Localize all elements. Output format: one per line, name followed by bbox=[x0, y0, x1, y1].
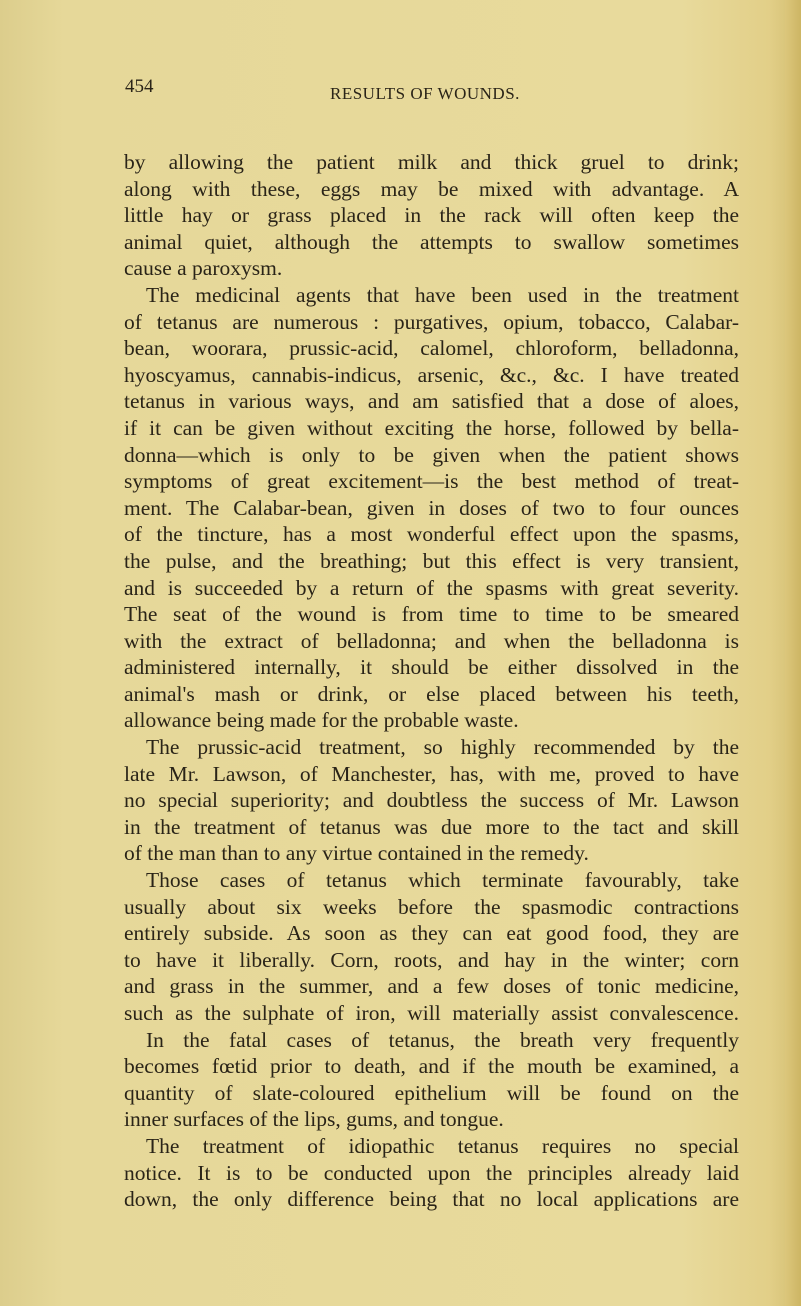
text-line: administered internally, it should be either dissolved in the bbox=[124, 655, 739, 680]
running-title: RESULTS OF WOUNDS. bbox=[330, 84, 520, 103]
text-line: of tetanus are numerous : purgatives, opium, tobacco, Calabar- bbox=[124, 309, 739, 334]
text-line: hyoscyamus, cannabis-indicus, arsenic, &c., &c. I have treated bbox=[124, 362, 739, 387]
text-line: by allowing the patient milk and thick gruel to drink; bbox=[124, 150, 739, 174]
text-line: bean, woorara, prussic-acid, calomel, chloroform, belladonna, bbox=[124, 336, 739, 361]
text-line: no special superiority; and doubtless the success of Mr. Lawson bbox=[124, 788, 739, 813]
text-line: in the treatment of tetanus was due more to the tact and skill bbox=[124, 814, 739, 839]
text-line: cause a paroxysm. bbox=[124, 256, 283, 281]
text-line: usually about six weeks before the spasmodic contractions bbox=[124, 894, 739, 919]
text-line: such as the sulphate of iron, will materially assist convalescence. bbox=[124, 1001, 739, 1025]
text-line: symptoms of great excitement—is the best method of treat- bbox=[124, 469, 739, 494]
text-line: if it can be given without exciting the horse, followed by bella- bbox=[124, 415, 739, 440]
text-line: becomes fœtid prior to death, and if the mouth be examined, a bbox=[124, 1054, 739, 1079]
text-line: animal quiet, although the attempts to swallow sometimes bbox=[124, 229, 739, 254]
text-line: The prussic-acid treatment, so highly recommended by the bbox=[146, 735, 739, 760]
text-line: The medicinal agents that have been used in the treatment bbox=[146, 282, 739, 307]
text-line: down, the only difference being that no local applications are bbox=[124, 1187, 739, 1212]
text-line: little hay or grass placed in the rack will often keep the bbox=[124, 203, 739, 228]
page-number: 454 bbox=[125, 76, 154, 97]
text-line: tetanus in various ways, and am satisfied that a dose of aloes, bbox=[124, 389, 739, 414]
text-line: with the extract of belladonna; and when the belladonna is bbox=[124, 628, 739, 653]
text-line: notice. It is to be conducted upon the principles already laid bbox=[124, 1160, 739, 1185]
text-line: inner surfaces of the lips, gums, and tongue. bbox=[124, 1107, 504, 1132]
body-text bbox=[124, 149, 739, 1213]
text-line: animal's mash or drink, or else placed between his teeth, bbox=[124, 681, 739, 706]
text-line: entirely subside. As soon as they can eat good food, they are bbox=[124, 921, 739, 946]
text-line: donna—which is only to be given when the patient shows bbox=[124, 442, 739, 467]
text-line: The seat of the wound is from time to time to be smeared bbox=[124, 602, 739, 627]
text-line: and is succeeded by a return of the spasms with great severity. bbox=[124, 575, 739, 600]
text-line: late Mr. Lawson, of Manchester, has, with me, proved to have bbox=[124, 761, 739, 786]
text-line: quantity of slate-coloured epithelium will be found on the bbox=[124, 1080, 739, 1105]
text-line: The treatment of idiopathic tetanus requires no special bbox=[146, 1133, 739, 1158]
text-line: to have it liberally. Corn, roots, and hay in the winter; corn bbox=[124, 947, 739, 972]
text-line: In the fatal cases of tetanus, the breath very frequently bbox=[146, 1027, 739, 1052]
page-edge bbox=[785, 0, 801, 1306]
text-line: ment. The Calabar-bean, given in doses of two to four ounces bbox=[124, 495, 739, 520]
text-line: allowance being made for the probable waste. bbox=[124, 708, 519, 733]
text-line: of the tincture, has a most wonderful effect upon the spasms, bbox=[124, 522, 739, 547]
text-line: of the man than to any virtue contained in the remedy. bbox=[124, 841, 589, 866]
text-line: along with these, eggs may be mixed with advantage. A bbox=[124, 176, 739, 201]
text-line: and grass in the summer, and a few doses of tonic medicine, bbox=[124, 974, 739, 999]
text-line: the pulse, and the breathing; but this effect is very transient, bbox=[124, 548, 739, 573]
text-line: Those cases of tetanus which terminate favourably, take bbox=[146, 868, 739, 893]
